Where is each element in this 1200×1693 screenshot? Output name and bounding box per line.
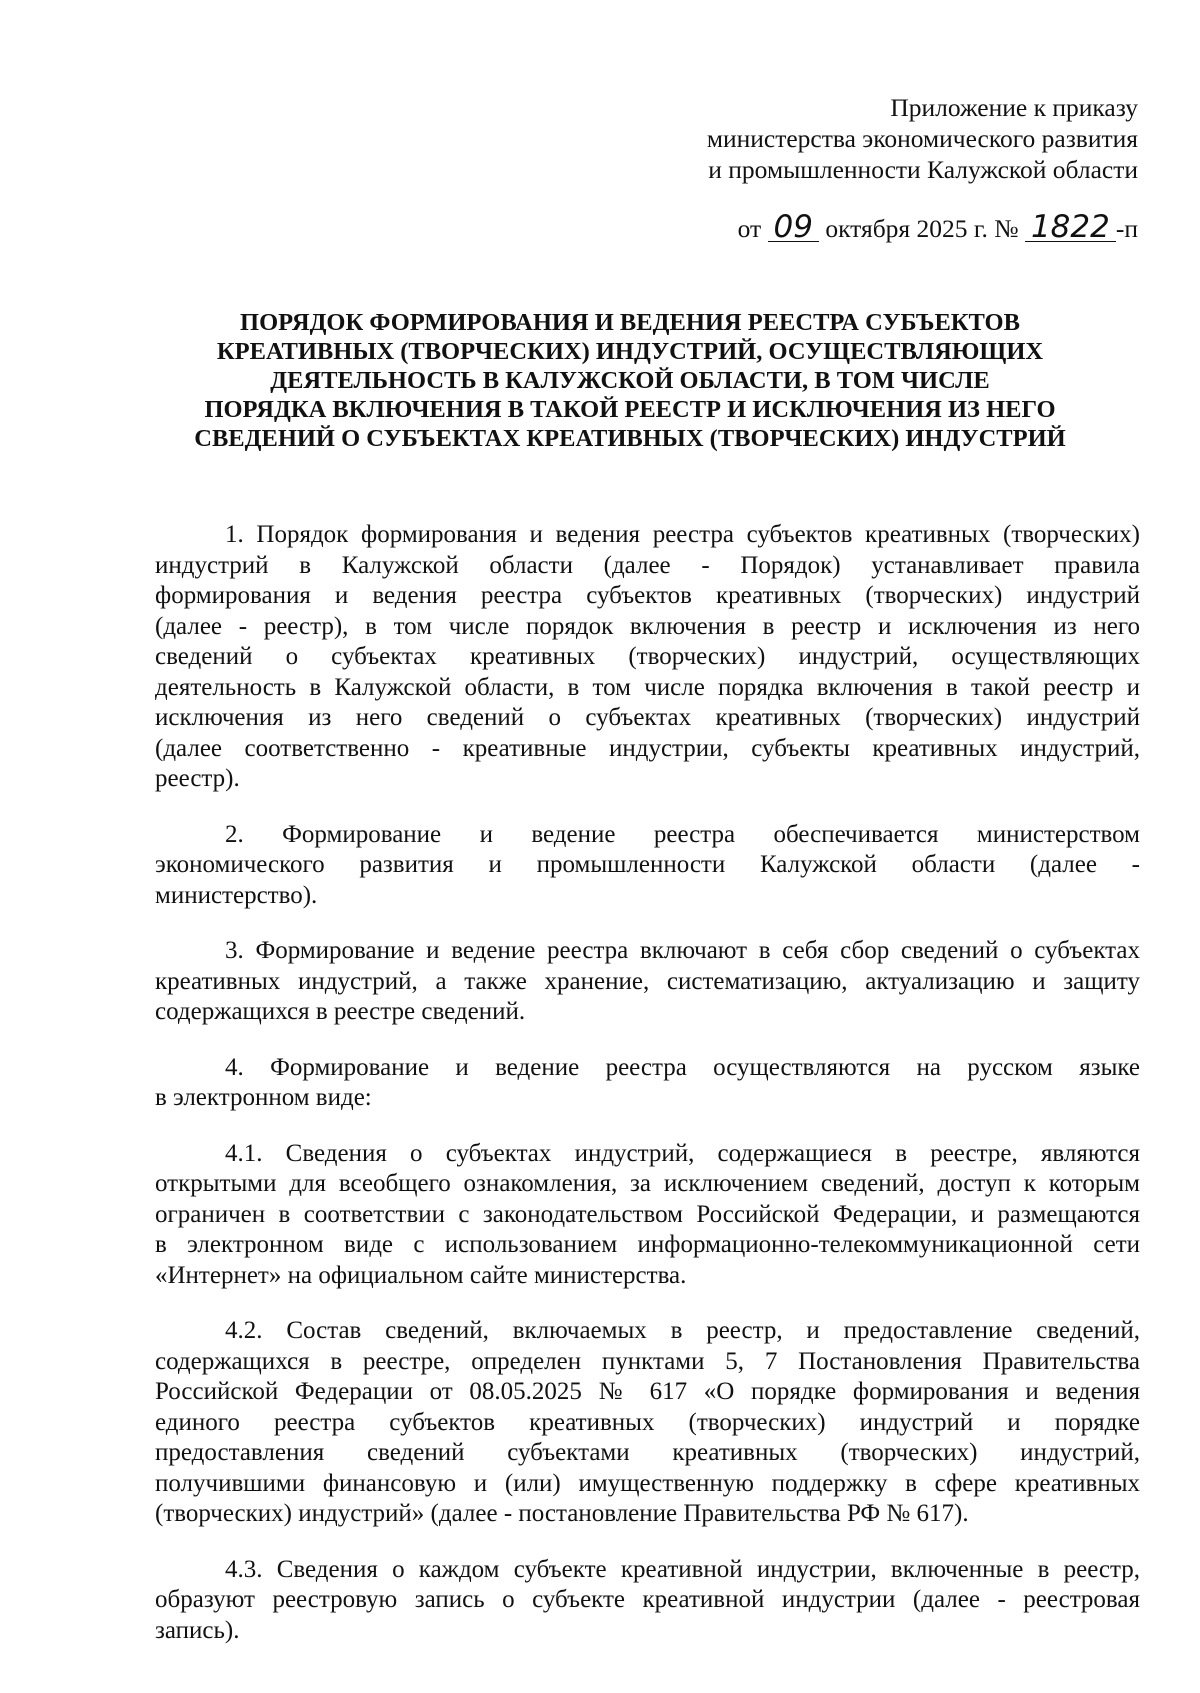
title-line: ПОРЯДОК ФОРМИРОВАНИЯ И ВЕДЕНИЯ РЕЕСТРА СУБЪЕКТОВ [240, 309, 1020, 336]
paragraph-line: 2. Формирование и ведение реестра обеспечивается министерством [225, 820, 1140, 848]
appendix-header [618, 92, 1138, 185]
paragraph-line: 4. Формирование и ведение реестра осуществляются на русском языке [225, 1053, 1140, 1081]
paragraph-line: (далее соответственно - креативные индустрии, субъекты креативных индустрий, [155, 734, 1140, 762]
paragraph-line: 4.1. Сведения о субъектах индустрий, содержащиеся в реестре, являются [225, 1139, 1140, 1167]
paragraph-line: креативных индустрий, а также хранение, систематизацию, актуализацию и защиту [155, 967, 1140, 995]
paragraph-line: деятельность в Калужской области, в том числе порядка включения в такой реестр и [155, 673, 1140, 701]
title-line: ДЕЯТЕЛЬНОСТЬ В КАЛУЖСКОЙ ОБЛАСТИ, В ТОМ ЧИСЛЕ [270, 367, 990, 394]
paragraph-line: предоставления сведений субъектами креативных (творческих) индустрий, [155, 1439, 1140, 1466]
paragraph [155, 1316, 1140, 1530]
paragraph-line: в электронном виде: [155, 1084, 372, 1111]
paragraph-line: исключения из него сведений о субъектах креативных (творческих) индустрий [155, 704, 1140, 731]
paragraph-line: в электронном виде с использованием информационно-телекоммуникационной сети [155, 1231, 1140, 1258]
paragraph-line: ограничен в соответствии с законодательством Российской Федерации, и размещаются [155, 1200, 1140, 1228]
order-number-suffix: -п [1115, 214, 1138, 243]
document-title [150, 308, 1110, 453]
document-body [155, 520, 1140, 1671]
paragraph-line: единого реестра субъектов креативных (творческих) индустрий и порядке [155, 1408, 1140, 1436]
title-line: СВЕДЕНИЙ О СУБЪЕКТАХ КРЕАТИВНЫХ (ТВОРЧЕСКИХ) ИНДУСТРИЙ [194, 425, 1066, 452]
paragraph-line: министерство). [155, 881, 318, 909]
paragraph-line: (творческих) индустрий» (далее - постановление Правительства РФ № 617). [155, 1500, 969, 1527]
date-prefix: от [737, 214, 762, 243]
order-date-number [737, 209, 1138, 246]
paragraph-line: реестр). [155, 765, 240, 792]
paragraph [155, 520, 1140, 795]
paragraph [155, 820, 1140, 912]
paragraph [155, 1555, 1140, 1647]
paragraph-line: запись). [155, 1616, 240, 1644]
paragraph-line: 1. Порядок формирования и ведения реестра субъектов креативных (творческих) [225, 521, 1140, 548]
title-line: КРЕАТИВНЫХ (ТВОРЧЕСКИХ) ИНДУСТРИЙ, ОСУЩЕСТВЛЯЮЩИХ [216, 338, 1044, 365]
paragraph-line: содержащихся в реестре сведений. [155, 998, 526, 1025]
paragraph [155, 1053, 1140, 1114]
paragraph-line: 3. Формирование и ведение реестра включают в себя сбор сведений о субъектах [225, 937, 1140, 964]
paragraph-line: Российской Федерации от 08.05.2025 № 617 «О порядке формирования и ведения [155, 1378, 1140, 1405]
paragraph-line: формирования и ведения реестра субъектов креативных (творческих) индустрий [155, 582, 1140, 609]
paragraph [155, 1139, 1140, 1292]
paragraph-line: (далее - реестр), в том числе порядок включения в реестр и исключения из него [155, 612, 1140, 640]
paragraph-line: экономического развития и промышленности Калужской области (далее - [155, 851, 1140, 878]
paragraph-line: «Интернет» на официальном сайте министерства. [155, 1261, 687, 1289]
handwritten-day: 09 [768, 213, 819, 242]
paragraph [155, 936, 1140, 1028]
paragraph-line: сведений о субъектах креативных (творческих) индустрий, осуществляющих [155, 643, 1140, 670]
paragraph-line: образуют реестровую запись о субъекте креативной индустрии (далее - реестровая [155, 1586, 1140, 1613]
paragraph-line: индустрий в Калужской области (далее - Порядок) устанавливает правила [155, 551, 1140, 579]
handwritten-order-number: 1822 [1025, 213, 1116, 242]
title-line: ПОРЯДКА ВКЛЮЧЕНИЯ В ТАКОЙ РЕЕСТР И ИСКЛЮЧЕНИЯ ИЗ НЕГО [204, 396, 1056, 423]
paragraph-line: содержащихся в реестре, определен пунктами 5, 7 Постановления Правительства [155, 1347, 1140, 1375]
date-middle: октября 2025 г. № [825, 214, 1019, 243]
appendix-header-line: и промышленности Калужской области [708, 155, 1138, 184]
paragraph-line: 4.3. Сведения о каждом субъекте креативной индустрии, включенные в реестр, [225, 1555, 1140, 1583]
appendix-header-line: министерства экономического развития [706, 124, 1138, 153]
paragraph-line: 4.2. Состав сведений, включаемых в реестр, и предоставление сведений, [225, 1317, 1140, 1344]
paragraph-line: открытыми для всеобщего ознакомления, за исключением сведений, доступ к которым [155, 1170, 1140, 1197]
appendix-header-line: Приложение к приказу [890, 93, 1138, 122]
paragraph-line: получившими финансовую и (или) имущественную поддержку в сфере креативных [155, 1469, 1140, 1497]
